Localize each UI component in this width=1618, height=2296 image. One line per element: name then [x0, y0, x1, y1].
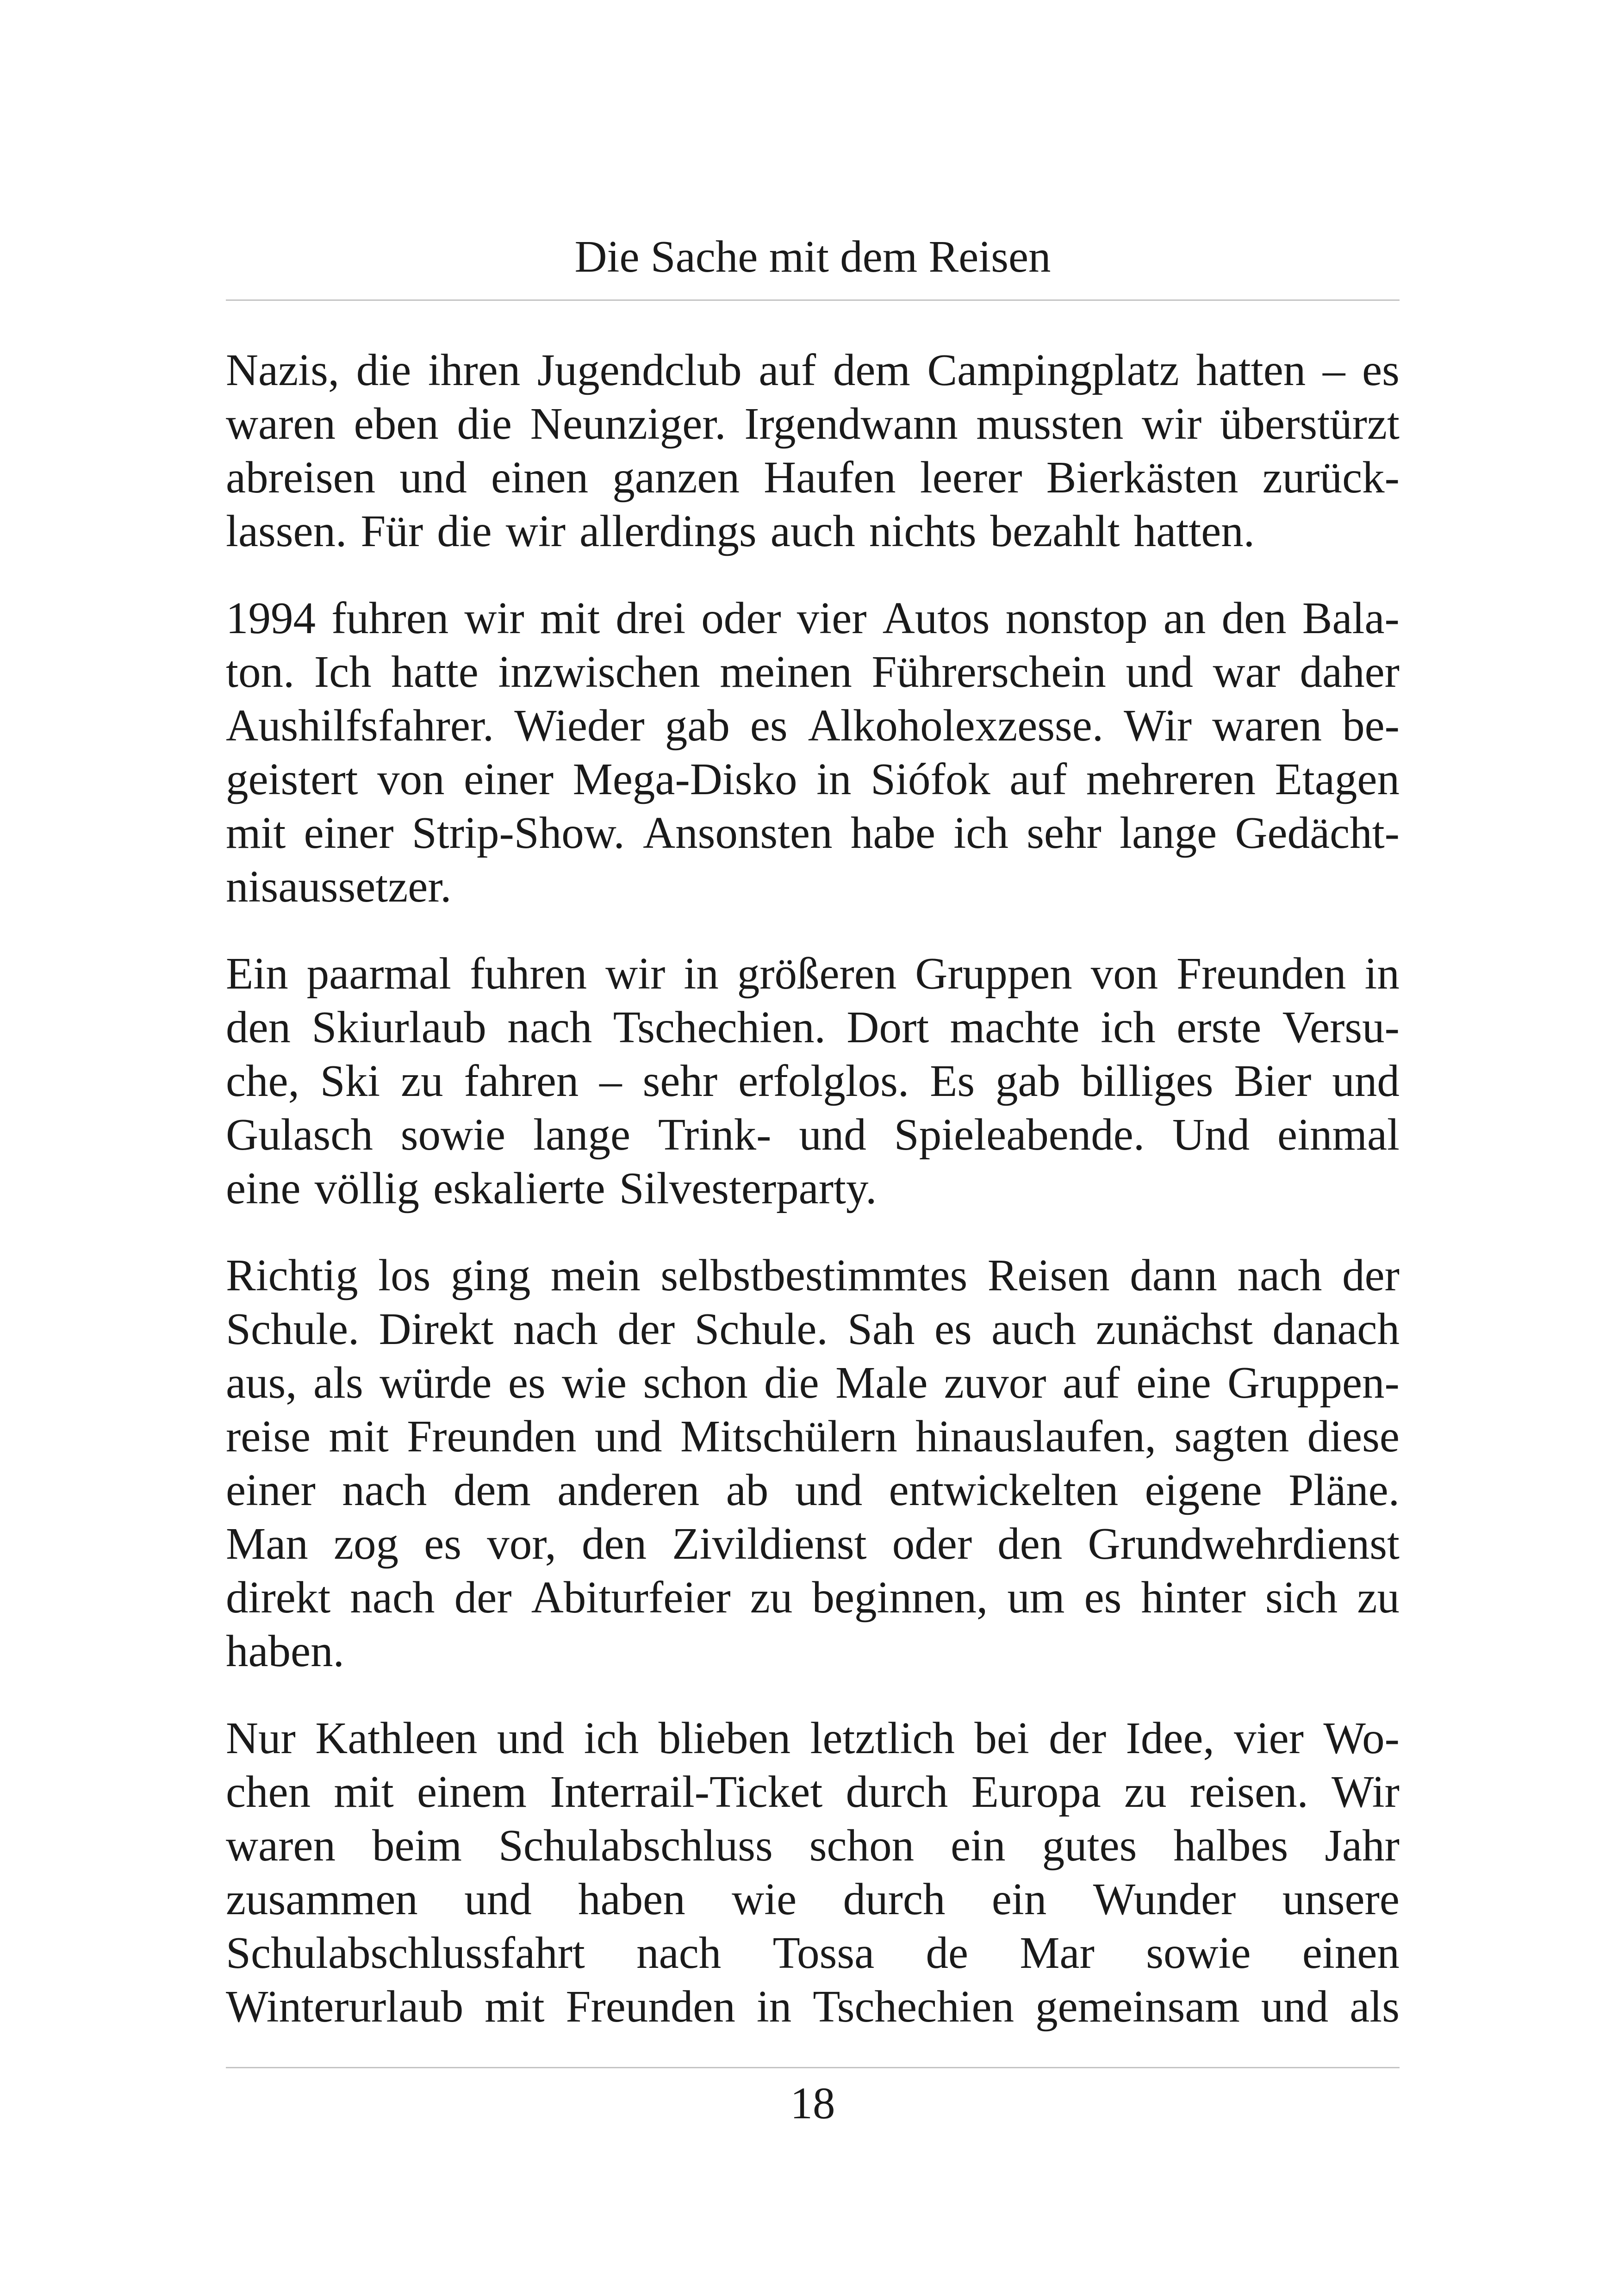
- word: wie: [562, 1358, 627, 1407]
- word: und: [595, 1412, 662, 1461]
- word: einen: [491, 453, 589, 502]
- word: Bala-: [1302, 593, 1400, 643]
- paragraph: [226, 591, 1400, 914]
- word: Direkt: [379, 1304, 494, 1354]
- word: nach: [1237, 1251, 1322, 1300]
- word: Aushilfsfahrer.: [226, 701, 494, 750]
- word: selbstbestimmtes: [660, 1251, 968, 1300]
- text-line: lassen. Für die wir allerdings auch nichts bezahlt hatten.: [226, 506, 1255, 556]
- word: Man: [226, 1519, 308, 1568]
- word: Skiurlaub: [311, 1002, 486, 1052]
- word: es: [508, 1358, 546, 1407]
- paragraph: [226, 1711, 1400, 2034]
- word: der: [1049, 1713, 1107, 1763]
- page-number: 18: [790, 2078, 835, 2128]
- word: ein: [991, 1874, 1047, 1924]
- word: überstürzt: [1220, 399, 1400, 448]
- word: machte: [950, 1002, 1080, 1052]
- word: meinen: [720, 647, 852, 697]
- text-line: [226, 947, 1400, 1001]
- word: der: [454, 1573, 512, 1622]
- word: Interrail-Ticket: [550, 1767, 823, 1817]
- word: lange: [533, 1110, 631, 1159]
- word: Dort: [846, 1002, 929, 1052]
- word: in: [1364, 949, 1400, 998]
- word: Idee,: [1126, 1713, 1214, 1763]
- word: dem: [453, 1465, 531, 1515]
- word: Tschechien: [813, 1982, 1014, 2031]
- word: nach: [350, 1573, 435, 1622]
- paragraph: [226, 1249, 1400, 1678]
- page-footer: [226, 2067, 1400, 2161]
- word: Male: [835, 1358, 928, 1407]
- word: Freunden: [566, 1982, 735, 2031]
- word: Richtig: [226, 1251, 358, 1300]
- word: auf: [759, 345, 816, 395]
- text-line: [226, 1819, 1400, 1873]
- word: dann: [1130, 1251, 1217, 1300]
- word: eben: [354, 399, 439, 448]
- text-line: [226, 1108, 1400, 1162]
- word: durch: [843, 1874, 946, 1924]
- word: ein: [951, 1821, 1006, 1870]
- word: oder: [892, 1519, 972, 1568]
- word: drei: [616, 593, 686, 643]
- word: als: [1350, 1982, 1400, 2031]
- word: beim: [372, 1821, 462, 1870]
- word: Jugendclub: [537, 345, 742, 395]
- word: zu: [750, 1573, 793, 1622]
- word: nach: [513, 1304, 598, 1354]
- text-line: eine völlig eskalierte Silvesterparty.: [226, 1164, 877, 1213]
- word: fuhren: [331, 593, 449, 643]
- text-line: [226, 1926, 1400, 1980]
- word: Schule.: [226, 1304, 360, 1354]
- word: Grundwehrdienst: [1088, 1519, 1400, 1568]
- word: vier: [797, 593, 867, 643]
- word: nach: [342, 1465, 427, 1515]
- word: waren: [226, 399, 336, 448]
- word: Nur: [226, 1713, 296, 1763]
- word: Führerschein: [871, 647, 1106, 697]
- word: Schulabschluss: [498, 1821, 773, 1870]
- word: den: [226, 1002, 291, 1052]
- word: wir: [605, 949, 666, 998]
- word: ich: [953, 808, 1008, 858]
- word: von: [377, 754, 445, 804]
- word: Gulasch: [226, 1110, 373, 1159]
- word: sich: [1265, 1573, 1338, 1622]
- word: wie: [732, 1874, 797, 1924]
- text-line: [226, 1571, 1400, 1624]
- word: bei: [974, 1713, 1029, 1763]
- word: einer: [304, 808, 394, 858]
- word: Schulabschlussfahrt: [226, 1928, 585, 1978]
- word: einer: [226, 1465, 316, 1515]
- word: in: [684, 949, 719, 998]
- word: Autos: [882, 593, 990, 643]
- word: eigene: [1145, 1465, 1262, 1515]
- word: und: [497, 1713, 565, 1763]
- word: als: [313, 1358, 363, 1407]
- word: um: [1007, 1573, 1065, 1622]
- word: paarmal: [306, 949, 452, 998]
- word: Wo-: [1323, 1713, 1400, 1763]
- word: fuhren: [469, 949, 587, 998]
- body-text: [226, 343, 1400, 2067]
- word: Es: [930, 1056, 975, 1106]
- word: wir: [1142, 399, 1202, 448]
- word: ihren: [428, 345, 521, 395]
- word: die: [457, 399, 512, 448]
- word: Wir: [1124, 701, 1192, 750]
- paragraph: [226, 947, 1400, 1215]
- word: der: [1342, 1251, 1400, 1300]
- word: der: [617, 1304, 675, 1354]
- word: daher: [1300, 647, 1400, 697]
- word: ton.: [226, 647, 295, 697]
- word: einer: [464, 754, 554, 804]
- word: Und: [1172, 1110, 1250, 1159]
- word: mit: [226, 808, 286, 858]
- word: Irgendwann: [744, 399, 958, 448]
- word: che,: [226, 1056, 299, 1106]
- text-line: [226, 451, 1400, 504]
- word: zusammen: [226, 1874, 418, 1924]
- word: gab: [665, 701, 730, 750]
- word: Schule.: [694, 1304, 828, 1354]
- word: erste: [1176, 1002, 1262, 1052]
- word: Tschechien.: [613, 1002, 826, 1052]
- paragraph: [226, 343, 1400, 558]
- word: und: [1332, 1056, 1400, 1106]
- word: Ski: [320, 1056, 380, 1106]
- word: sagten: [1174, 1412, 1289, 1461]
- word: waren: [1212, 701, 1322, 750]
- word: ich: [584, 1713, 639, 1763]
- word: de: [926, 1928, 968, 1978]
- word: Trink-: [658, 1110, 772, 1159]
- word: einen: [1302, 1928, 1400, 1978]
- word: –: [1322, 345, 1345, 395]
- text-line: [226, 1001, 1400, 1054]
- word: wir: [464, 593, 524, 643]
- word: Europa: [971, 1767, 1101, 1817]
- text-line: [226, 1517, 1400, 1571]
- text-line: [226, 1054, 1400, 1108]
- word: es: [1084, 1573, 1122, 1622]
- word: fahren: [464, 1056, 579, 1106]
- word: zu: [401, 1056, 443, 1106]
- word: Abiturfeier: [531, 1573, 731, 1622]
- word: Strip-Show.: [411, 808, 625, 858]
- word: den: [1221, 593, 1287, 643]
- word: Winterurlaub: [226, 1982, 464, 2031]
- word: größeren: [737, 949, 897, 998]
- text-line: [226, 1463, 1400, 1517]
- word: Nazis,: [226, 345, 340, 395]
- word: schon: [809, 1821, 915, 1870]
- text-line: [226, 343, 1400, 397]
- word: es: [750, 701, 788, 750]
- word: reisen.: [1189, 1767, 1308, 1817]
- word: und: [1126, 647, 1193, 697]
- word: sowie: [400, 1110, 506, 1159]
- word: Ein: [226, 949, 288, 998]
- word: Wieder: [514, 701, 645, 750]
- word: sehr: [1027, 808, 1101, 858]
- word: Freunden: [1176, 949, 1346, 998]
- word: –: [599, 1056, 622, 1106]
- word: es: [934, 1304, 972, 1354]
- word: letztlich: [810, 1713, 955, 1763]
- word: Reisen: [987, 1251, 1110, 1300]
- word: oder: [701, 593, 781, 643]
- word: Etagen: [1275, 754, 1400, 804]
- word: nach: [507, 1002, 592, 1052]
- word: erfolglos.: [738, 1056, 909, 1106]
- word: Siófok: [871, 754, 990, 804]
- word: mussten: [976, 399, 1124, 448]
- word: an: [1163, 593, 1206, 643]
- word: vier: [1234, 1713, 1304, 1763]
- word: auf: [1062, 1358, 1120, 1407]
- word: geistert: [226, 754, 358, 804]
- word: hatte: [391, 647, 479, 697]
- text-line: [226, 806, 1400, 860]
- word: hinauslaufen,: [915, 1412, 1156, 1461]
- word: nonstop: [1005, 593, 1148, 643]
- word: reise: [226, 1412, 311, 1461]
- word: einem: [417, 1767, 527, 1817]
- word: es: [424, 1519, 462, 1568]
- word: würde: [380, 1358, 492, 1407]
- word: Versu-: [1282, 1002, 1400, 1052]
- word: los: [378, 1251, 431, 1300]
- text-line: [226, 1356, 1400, 1410]
- word: Freunden: [407, 1412, 577, 1461]
- word: billiges: [1081, 1056, 1214, 1106]
- word: waren: [226, 1821, 336, 1870]
- word: Wunder: [1093, 1874, 1236, 1924]
- word: Mega-Disko: [573, 754, 797, 804]
- word: und: [799, 1110, 866, 1159]
- word: anderen: [557, 1465, 700, 1515]
- word: gutes: [1042, 1821, 1137, 1870]
- word: Spieleabende.: [894, 1110, 1145, 1159]
- word: Alkoholexzesse.: [808, 701, 1104, 750]
- word: Bierkästen: [1046, 453, 1238, 502]
- word: Mar: [1020, 1928, 1095, 1978]
- word: Zivildienst: [672, 1519, 867, 1568]
- text-line: [226, 699, 1400, 753]
- word: in: [756, 1982, 792, 2031]
- word: in: [816, 754, 852, 804]
- word: zog: [333, 1519, 399, 1568]
- word: und: [464, 1874, 532, 1924]
- word: ab: [726, 1465, 769, 1515]
- word: ich: [1101, 1002, 1156, 1052]
- word: halbes: [1173, 1821, 1288, 1870]
- word: die: [356, 345, 411, 395]
- word: Mitschülern: [680, 1412, 897, 1461]
- word: Jahr: [1325, 1821, 1400, 1870]
- word: Tossa: [772, 1928, 875, 1978]
- word: zu: [1124, 1767, 1167, 1817]
- word: mit: [485, 1982, 545, 2031]
- word: einmal: [1277, 1110, 1400, 1159]
- word: Ich: [314, 647, 372, 697]
- word: leerer: [920, 453, 1022, 502]
- running-header: [226, 218, 1400, 301]
- word: be-: [1342, 701, 1400, 750]
- word: Campingplatz: [927, 345, 1179, 395]
- word: und: [795, 1465, 863, 1515]
- text-line: haben.: [226, 1626, 344, 1676]
- word: Kathleen: [315, 1713, 478, 1763]
- word: Pläne.: [1288, 1465, 1400, 1515]
- word: gab: [995, 1056, 1061, 1106]
- text-line: nisaussetzer.: [226, 862, 452, 911]
- text-line: [226, 397, 1400, 451]
- word: haben: [578, 1874, 685, 1924]
- text-line: [226, 1873, 1400, 1926]
- running-header-title: Die Sache mit dem Reisen: [574, 232, 1051, 281]
- word: habe: [850, 808, 936, 858]
- word: auch: [991, 1304, 1077, 1354]
- word: Gedächt-: [1235, 808, 1400, 858]
- word: beginnen,: [812, 1573, 988, 1622]
- word: es: [1362, 345, 1400, 395]
- word: mit: [329, 1412, 389, 1461]
- word: mit: [540, 593, 600, 643]
- word: und: [399, 453, 467, 502]
- word: den: [582, 1519, 647, 1568]
- word: Sah: [847, 1304, 915, 1354]
- text-line: [226, 645, 1400, 699]
- text-line: [226, 1410, 1400, 1463]
- word: ging: [450, 1251, 531, 1300]
- word: vor,: [487, 1519, 556, 1568]
- word: Bier: [1234, 1056, 1312, 1106]
- word: zu: [1357, 1573, 1400, 1622]
- word: Haufen: [764, 453, 896, 502]
- word: danach: [1272, 1304, 1400, 1354]
- word: entwickelten: [889, 1465, 1119, 1515]
- word: Gruppen-: [1227, 1358, 1400, 1407]
- word: schon: [643, 1358, 748, 1407]
- word: sehr: [642, 1056, 718, 1106]
- word: nach: [636, 1928, 722, 1978]
- word: hatten: [1196, 345, 1306, 395]
- word: abreisen: [226, 453, 376, 502]
- word: zunächst: [1095, 1304, 1253, 1354]
- word: eine: [1136, 1358, 1211, 1407]
- text-line: [226, 753, 1400, 806]
- word: lange: [1120, 808, 1217, 858]
- word: Ansonsten: [643, 808, 833, 858]
- word: 1994: [226, 593, 316, 643]
- word: Neunziger.: [530, 399, 726, 448]
- word: die: [764, 1358, 819, 1407]
- text-line: [226, 591, 1400, 645]
- word: chen: [226, 1767, 311, 1817]
- word: dem: [833, 345, 910, 395]
- word: Wir: [1332, 1767, 1400, 1817]
- text-line: [226, 1765, 1400, 1819]
- word: zurück-: [1262, 453, 1400, 502]
- text-line: [226, 1711, 1400, 1765]
- word: hinter: [1141, 1573, 1246, 1622]
- word: den: [997, 1519, 1063, 1568]
- word: blieben: [658, 1713, 791, 1763]
- text-line: [226, 1302, 1400, 1356]
- word: mit: [334, 1767, 394, 1817]
- word: Gruppen: [915, 949, 1072, 998]
- word: ganzen: [612, 453, 740, 502]
- word: von: [1090, 949, 1158, 998]
- word: mehreren: [1086, 754, 1256, 804]
- word: auf: [1009, 754, 1067, 804]
- word: inzwischen: [498, 647, 700, 697]
- word: zuvor: [944, 1358, 1046, 1407]
- text-line: [226, 1980, 1400, 2034]
- word: diese: [1307, 1412, 1400, 1461]
- word: sowie: [1146, 1928, 1251, 1978]
- word: aus,: [226, 1358, 297, 1407]
- word: mein: [550, 1251, 641, 1300]
- word: war: [1213, 647, 1280, 697]
- text-line: [226, 1249, 1400, 1302]
- word: gemeinsam: [1035, 1982, 1240, 2031]
- word: unsere: [1282, 1874, 1400, 1924]
- word: durch: [846, 1767, 948, 1817]
- word: und: [1261, 1982, 1329, 2031]
- word: direkt: [226, 1573, 331, 1622]
